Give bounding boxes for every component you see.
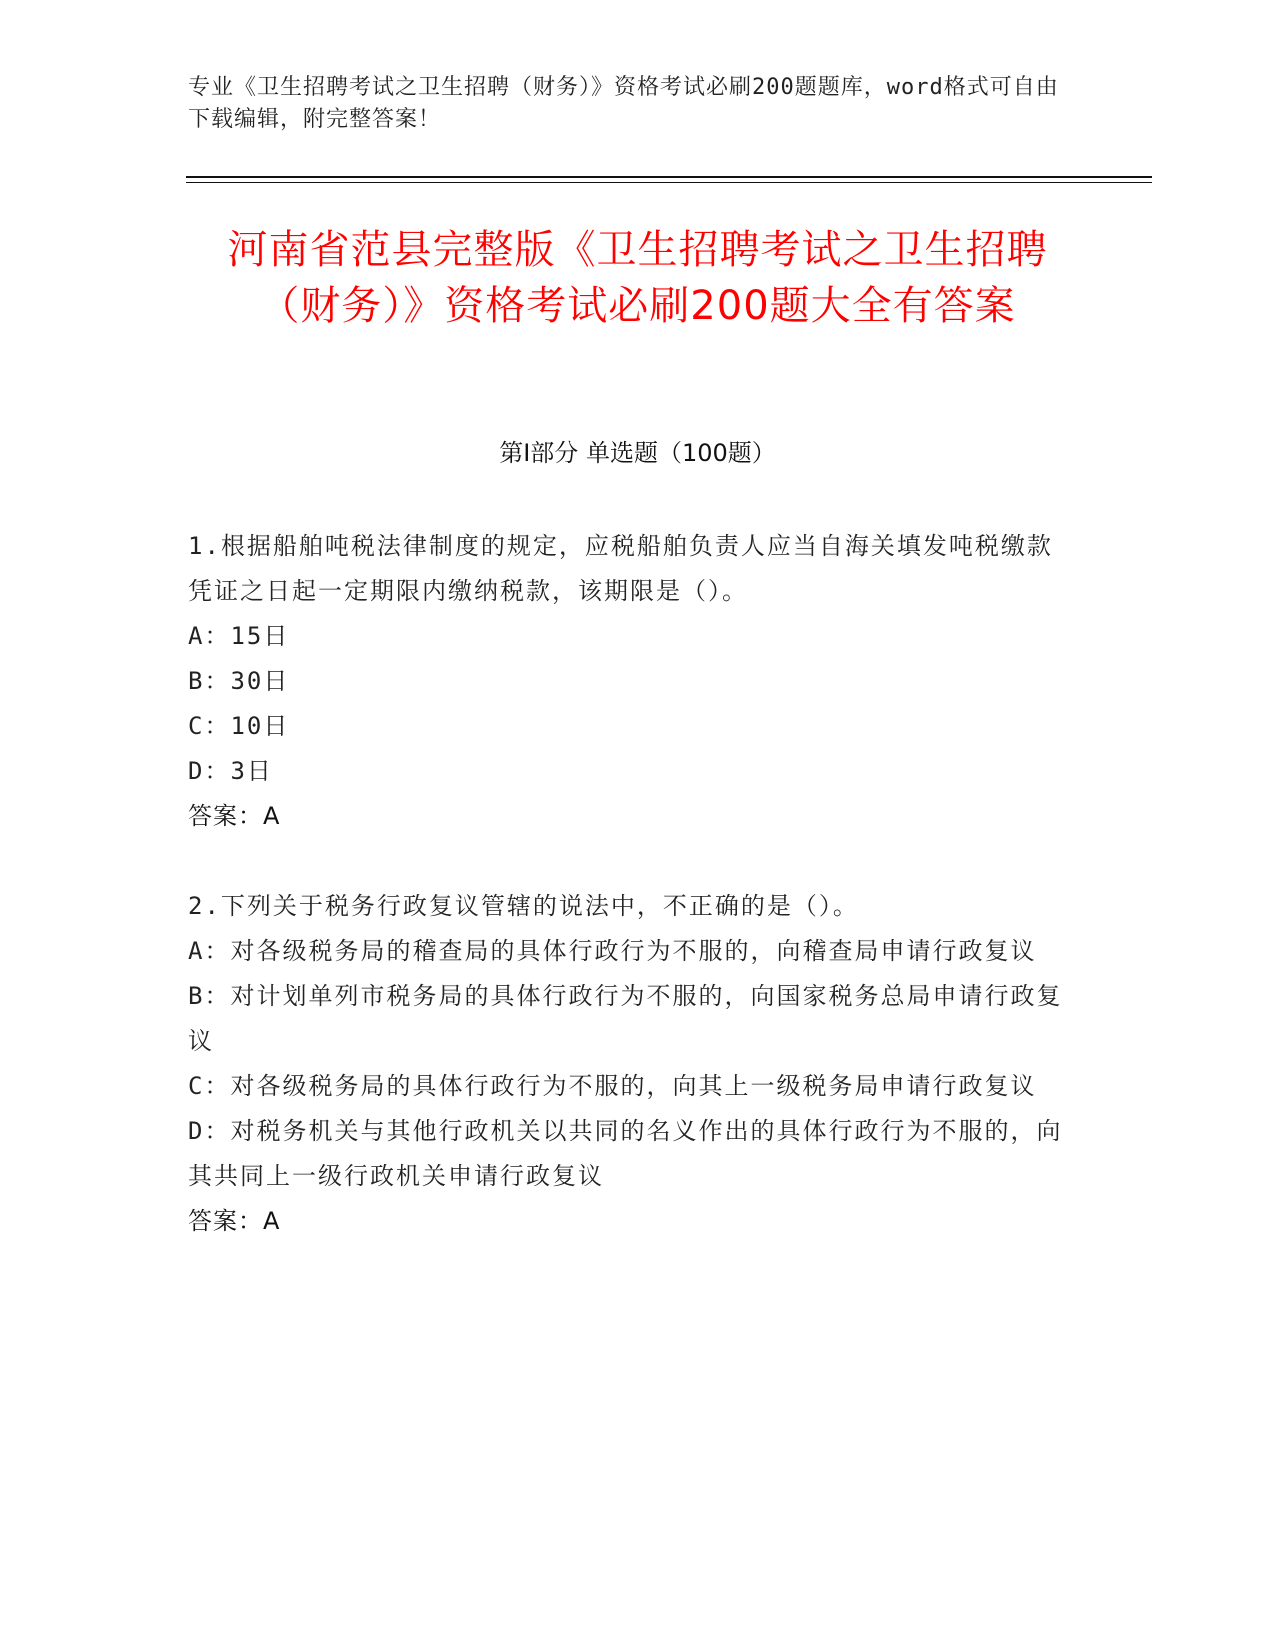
option-a: A：对各级税务局的稽查局的具体行政行为不服的，向稽查局申请行政复议 xyxy=(188,937,1037,965)
option-c: C：对各级税务局的具体行政行为不服的，向其上一级税务局申请行政复议 xyxy=(188,1072,1037,1100)
option-d: D：3日 xyxy=(188,757,273,785)
question-stem: 1.根据船舶吨税法律制度的规定，应税船舶负责人应当自海关填发吨税缴款凭证之日起一定期限内缴纳税款，该期限是（）。 xyxy=(188,532,1053,605)
question-stem: 2.下列关于税务行政复议管辖的说法中，不正确的是（）。 xyxy=(188,892,859,920)
option-d: D：对税务机关与其他行政机关以共同的名义作出的具体行政行为不服的，向其共同上一级行政机关申请行政复议 xyxy=(188,1117,1063,1190)
header-note: 专业《卫生招聘考试之卫生招聘（财务）》资格考试必刷200题题库，word格式可自由下载编辑，附完整答案！ xyxy=(188,75,1059,132)
answer-line: 答案：A xyxy=(188,802,281,830)
header-divider-thin xyxy=(186,182,1152,183)
option-b: B：30日 xyxy=(188,667,290,695)
question-block xyxy=(188,884,1068,1244)
header-divider xyxy=(186,176,1152,178)
option-c: C：10日 xyxy=(188,712,290,740)
option-a: A：15日 xyxy=(188,622,290,650)
section-heading: 第Ⅰ部分 单选题（100题） xyxy=(499,439,776,467)
option-b: B：对计划单列市税务局的具体行政行为不服的，向国家税务总局申请行政复议 xyxy=(188,982,1063,1055)
answer-line: 答案：A xyxy=(188,1207,281,1235)
question-block xyxy=(188,524,1068,839)
document-title: 河南省范县完整版《卫生招聘考试之卫生招聘（财务）》资格考试必刷200题大全有答案 xyxy=(227,227,1048,329)
